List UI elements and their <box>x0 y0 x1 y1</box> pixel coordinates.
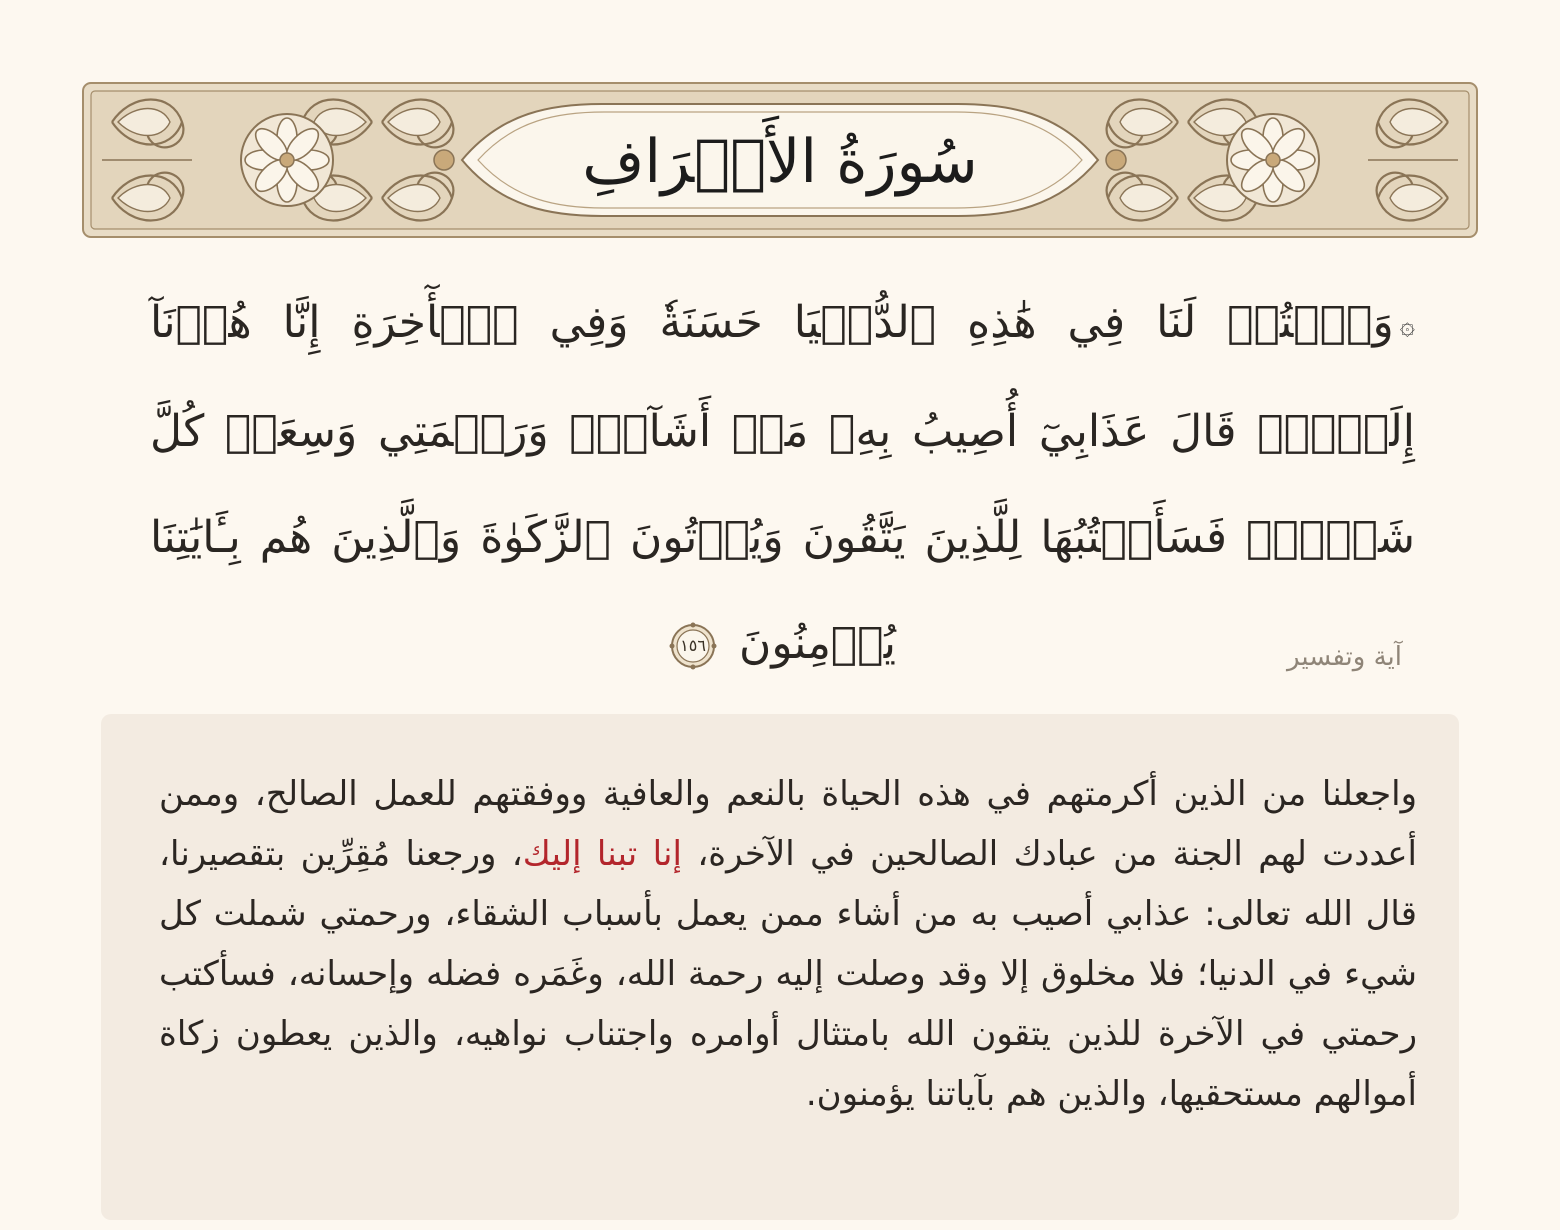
surah-title: سُورَةُ الأَعۡرَافِ <box>582 127 978 197</box>
tafsir-card <box>101 714 1459 1220</box>
tafsir-highlight-phrase: إنا تبنا إليك <box>522 834 682 874</box>
ayah-end-medallion-icon <box>669 622 717 670</box>
verse-text: وَٱكۡتُبۡ لَنَا فِي هَٰذِهِ ٱلدُّنۡيَا حَسَنَةٗ وَفِي ٱلۡأٓخِرَةِ إِنَّا هُدۡنَآ إِلَيۡكَۚ قَالَ عَذَابِيٓ أُصِيبُ بِهِۦ مَنۡ أَشَآءُۖ وَرَحۡمَتِي وَسِعَتۡ كُلَّ شَيۡءٖۚ فَسَأَكۡتُبُهَا لِلَّذِينَ يَتَّقُونَ وَيُؤۡتُونَ ٱلزَّكَوٰةَ وَٱلَّذِينَ هُم بِـَٔايَٰتِنَا يُؤۡمِنُونَ <box>150 297 1415 669</box>
ayah-number: ١٥٦ <box>680 636 706 655</box>
section-label-verse-and-tafsir: آية وتفسير <box>1287 642 1402 672</box>
verse-text-block <box>150 270 1415 697</box>
surah-header-banner <box>82 82 1478 238</box>
rub-el-hizb-icon: ۞ <box>1399 310 1415 341</box>
tafsir-text <box>159 764 1417 1124</box>
tafsir-text-part-1: واجعلنا من الذين أكرمتهم في هذه الحياة بالنعم والعافية ووفقتهم للعمل الصالح، وممن أعددت لهم الجنة من عبادك الصالحين في الآخرة، <box>159 774 1418 874</box>
tafsir-text-part-2: ، ورجعنا مُقِرِّين بتقصيرنا، قال الله تعالى: عذابي أصيب به من أشاء ممن يعمل بأسباب الشقاء، ورحمتي شملت كل شيء في الدنيا؛ فلا مخلوق إلا وقد وصلت إليه رحمة الله، وغَمَره فضله وإحسانه، فسأكتب رحمتي في الآخرة للذين يتقون الله بامتثال أوامره واجتناب نواهيه، والذين يعطون زكاة أموالهم مستحقيها، والذين هم بآياتنا يؤمنون. <box>159 834 1417 1114</box>
